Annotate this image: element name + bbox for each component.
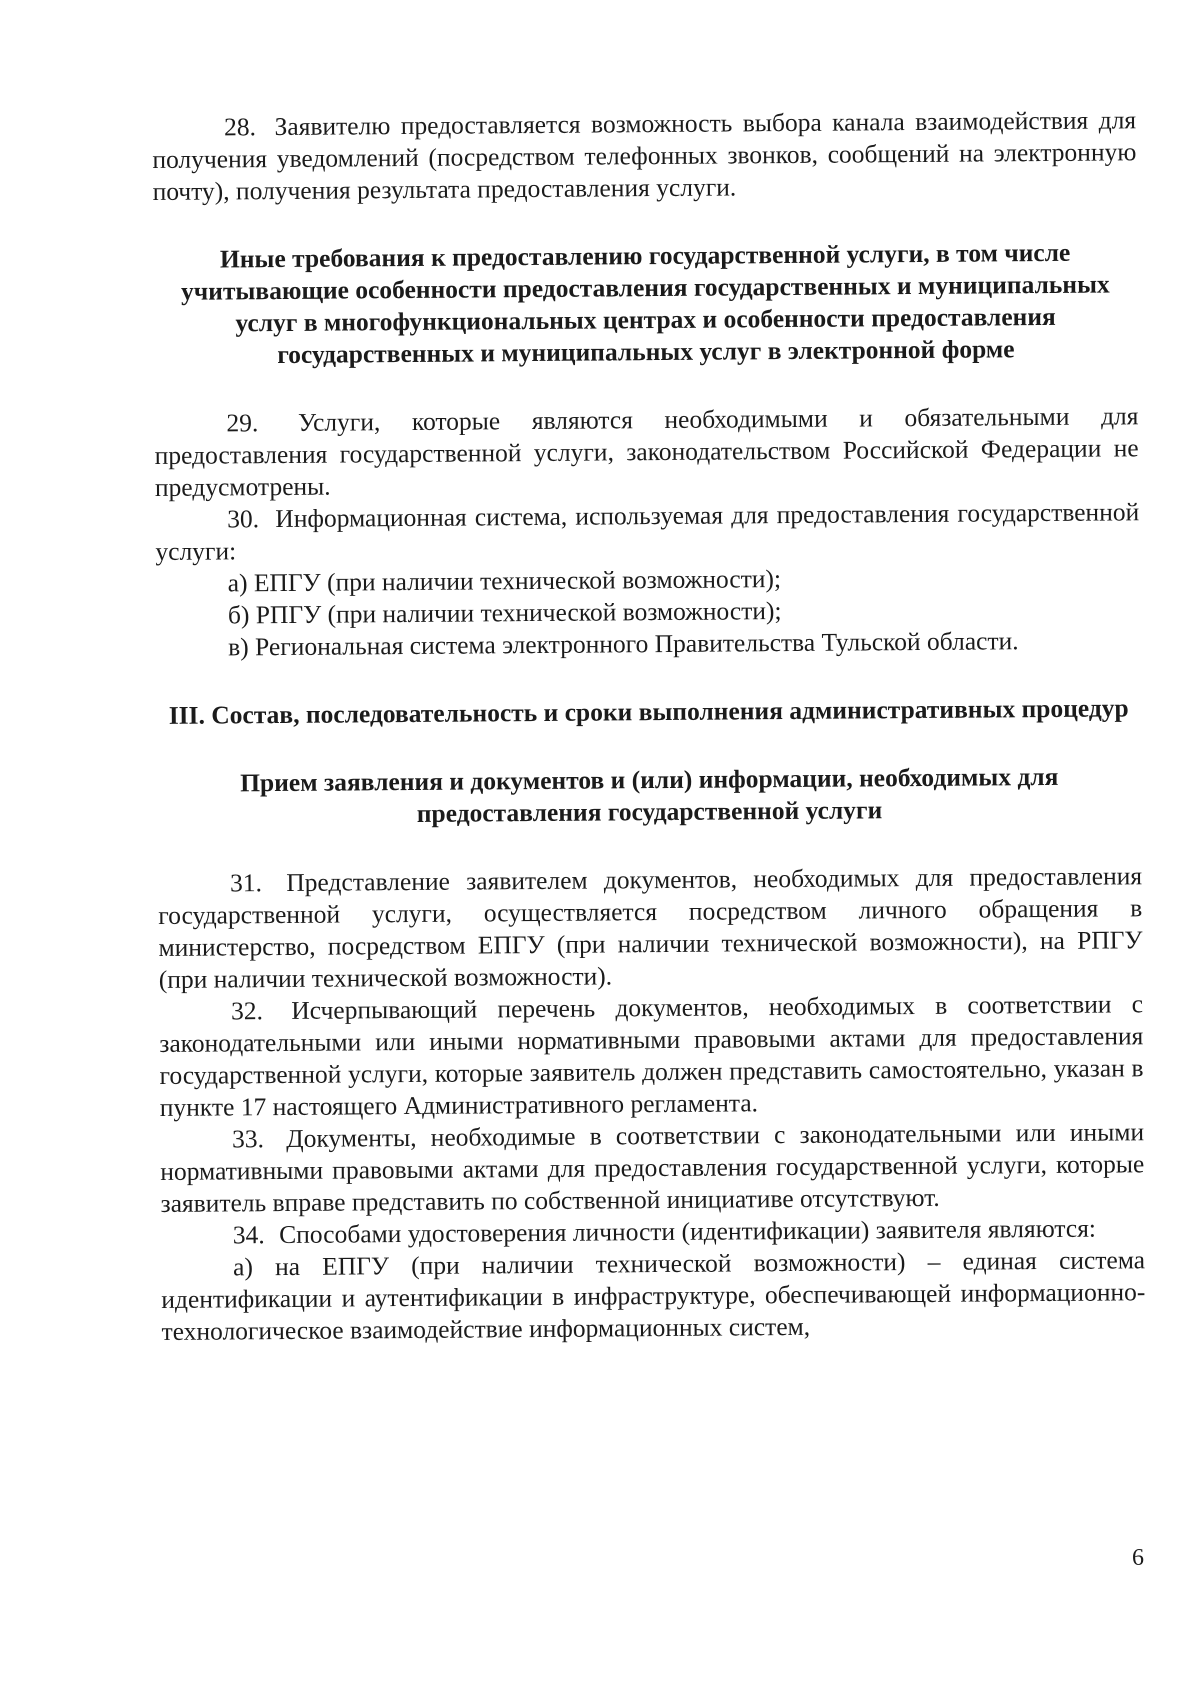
paragraph-number: 31. (229, 868, 263, 898)
paragraph-32 (159, 988, 1144, 1124)
paragraph-number: 34. (232, 1220, 265, 1250)
paragraph-33 (160, 1116, 1145, 1220)
paragraph-text: Документы, необходимые в соответствии с законодательными или иными нормативными правовыми актами для предоставления государственной услуги, которые заявитель вправе представить по собственной инициативе отсутствуют. (160, 1117, 1145, 1218)
paragraph-number: 30. (227, 504, 260, 534)
list-item: а) ЕПГУ (при наличии технической возможности); (227, 564, 782, 598)
page-number: 6 (1132, 1545, 1144, 1571)
paragraph-text: Заявителю предоставляется возможность выбора канала взаимодействия для получения уведомлений (посредством телефонных звонков, сообщений на электронную почту), получения результата предоставления услуги. (152, 105, 1137, 206)
list-item: б) РПГУ (при наличии технической возможности); (227, 596, 782, 630)
heading-other-requirements: Иные требования к предоставлению государственной услуги, в том числе учитывающие особенности предоставления государственных и муниципальных услуг в многофункциональных центрах и особенности предоставления государственных и муниципальных услуг в электронной форме (180, 237, 1110, 370)
list-item: в) Региональная система электронного Правительства Тульской области. (228, 626, 1019, 662)
section-heading: III. Состав, последовательность и сроки выполнения административных процедур (168, 693, 1129, 730)
paragraph-31 (158, 860, 1143, 996)
paragraph-text: Услуги, которые являются необходимыми и обязательными для предоставления государственной услуги, законодательством Российской Федерации не предусмотрены. (154, 401, 1139, 502)
paragraph-text: Исчерпывающий перечень документов, необходимых в соответствии с законодательными или иными нормативными правовыми актами для предоставления государственной услуги, которые заявитель должен представить самостоятельно, указан в пункте 17 настоящего Административного регламента. (159, 989, 1144, 1122)
page-content (152, 104, 1146, 1348)
paragraph-30 (155, 496, 1139, 568)
paragraph-text: Представление заявителем документов, необходимых для предоставления государственной услуги, осуществляется посредством личного обращения в министерство, посредством ЕПГУ (при наличии технической возможности), на РПГУ (при наличии технической возможности). (158, 861, 1143, 994)
paragraph-number: 29. (226, 408, 259, 438)
paragraph-number: 32. (230, 996, 264, 1026)
paragraph-number: 28. (224, 112, 257, 142)
paragraph-28 (152, 104, 1137, 208)
paragraph-number: 33. (231, 1124, 265, 1154)
list-item: а) на ЕПГУ (при наличии технической возможности) – единая система идентификации и аутентификации в инфраструктуре, обеспечивающей информационно-технологическое взаимодействие информационных систем, (161, 1245, 1146, 1346)
subsection-heading: Прием заявления и документов и (или) информации, необходимых для предоставления государственной услуги (240, 761, 1059, 828)
paragraph-text: Способами удостоверения личности (идентификации) заявителя являются: (279, 1213, 1097, 1250)
paragraph-29 (154, 400, 1139, 504)
paragraph-text: Информационная система, используемая для предоставления государственной услуги: (155, 497, 1140, 566)
